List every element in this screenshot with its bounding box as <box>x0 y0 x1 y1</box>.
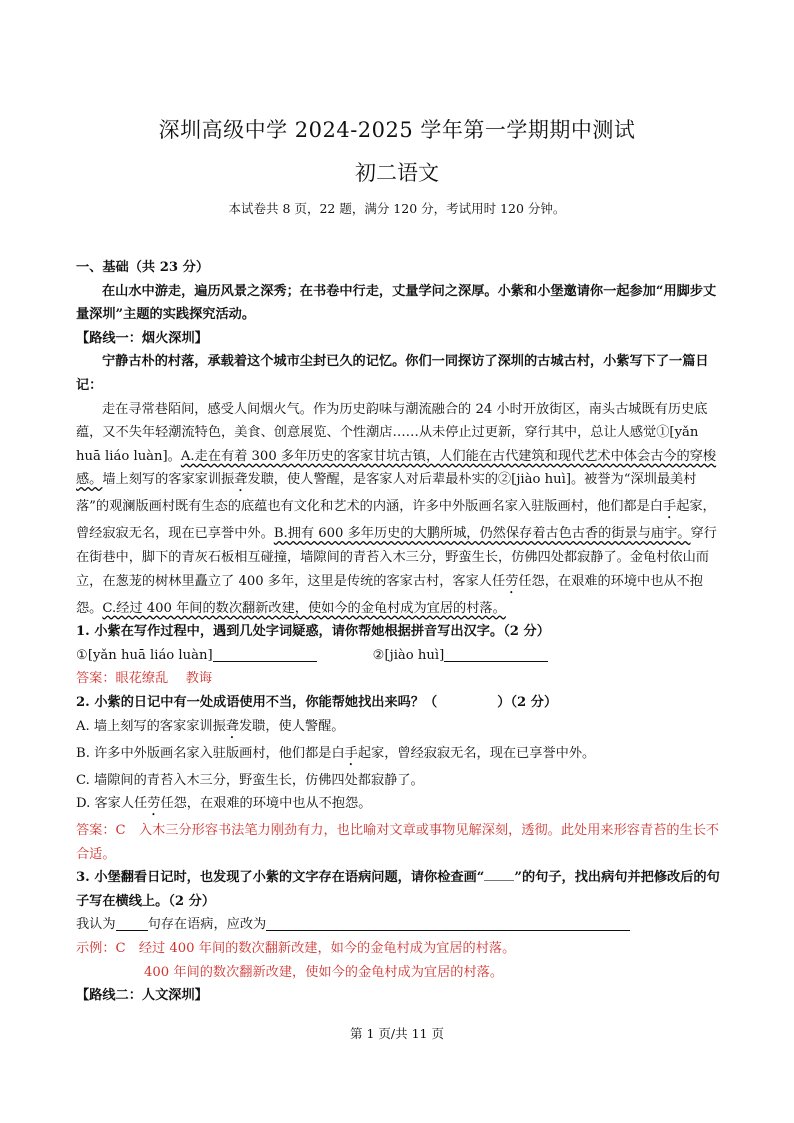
option-b-text-2: 起家，曾经寂寂无名，现在已享誉中外。 <box>357 745 596 761</box>
option-a <box>76 715 722 742</box>
wavy-line-marker <box>484 868 514 881</box>
route-one-intro: 宁静古朴的村落，承载着这个城市尘封已久的记忆。你们一同探访了深圳的古城古村，小紫写下了一篇日记： <box>76 354 709 393</box>
answer-blank-corrected-sentence[interactable] <box>266 914 630 931</box>
option-a-dotted-char: 聋 <box>225 718 239 734</box>
diary-dotted-char-shou: 手 <box>663 499 677 515</box>
option-c: C. 墙隙间的青苔入木三分，野蛮生长，仿佛四处都寂静了。 <box>76 772 424 788</box>
question-3 <box>76 866 722 913</box>
diary-text-1: 走在寻常巷陌间，感受人间烟火气。作为历史韵味与潮流融合的 24 小时开放街区，南头古城既有历史底蕴，又不失年轻潮流特色，美食、创意展览、个性潮店……从未停止过更新，穿行其中，总让人感觉①[yǎn huā liáo luàn]。 <box>76 401 708 464</box>
diary-sentence-c: C.经过 400 年间的数次翻新改建，使如今的金龟村成为宜居的村落。 <box>102 600 506 616</box>
section-heading: 一、基础（共 23 分） <box>76 260 210 275</box>
option-b-text-1: B. 许多中外版画名家入驻版画村，他们都是白 <box>76 745 345 761</box>
route-two-heading: 【路线二：人文深圳】 <box>76 988 208 1004</box>
question-3-example-2: 400 年间的数次翻新改建，使如今的金龟村成为宜居的村落。 <box>144 964 504 980</box>
question-1-answer: 答案：眼花缭乱 教诲 <box>76 671 213 687</box>
diary-dotted-char-lao: 劳 <box>505 573 519 589</box>
answer-blank-1[interactable] <box>213 645 317 662</box>
question-2 <box>76 691 722 715</box>
diary-dotted-char-long: 聋 <box>234 472 248 488</box>
answer-blank-sentence-letter[interactable] <box>116 914 148 931</box>
diary-sentence-a: A.走在有着 300 多年历史的客家甘坑古镇，人们能在古代建筑和现代艺术中体会古今的穿梭感。 <box>76 448 717 488</box>
diary-text-2c: 发聩，使人警醒，是客家人对后辈最朴实的②[jiào huì]。被誉为“深圳最美村落”的观澜版画村既有生态的底蕴也有文化和艺术的内涵，许多中外版画名家入驻版画村，他们都是白 <box>76 472 697 515</box>
diary-text-2a: 墙上刻写的客家家训振 <box>102 472 235 488</box>
question-2-text: 2. 小紫的日记中有一处成语使用不当，你能帮她找出来吗？（ <box>76 694 438 710</box>
question-1-item-1: ①[yǎn huā liáo luàn] <box>76 647 213 663</box>
diary-text-3c: 任怨，在艰难的环境中也从不抱怨。 <box>76 573 703 616</box>
option-d-text-1: D. 客家人任 <box>76 796 148 812</box>
section-intro: 在山水中游走，遍历风景之深秀；在书卷中行走，丈量学问之深厚。小紫和小堡邀请你一起参加“用脚步丈量深圳”主题的实践探究活动。 <box>76 283 717 323</box>
question-2-answer: 答案：C 入木三分形容书法笔力刚劲有力，也比喻对文章或事物见解深刻，透彻。此处用来形容青苔的生长不合适。 <box>76 823 720 862</box>
question-1-items <box>76 644 722 668</box>
exam-subject: 初二语文 <box>355 161 439 185</box>
option-a-text-2: 发聩，使人警醒。 <box>238 718 345 734</box>
diary-paragraph <box>76 398 722 621</box>
diary-text-3a: 穿行在街巷中，脚下的青灰石板相互碰撞，墙隙间的青苔入木三分，野蛮生长，仿佛四处都寂静了。金龟村依山而立，在葱茏的树林里矗立了 400 多年，这里是传统的客家古村，客家人任 <box>76 526 717 589</box>
page-number: 第 1 页/共 11 页 <box>350 1026 444 1041</box>
question-3-line <box>76 913 722 937</box>
diary-sentence-b: B.拥有 600 多年历史的大鹏所城，仍然保存着古色古香的街景与庙宇。 <box>273 526 691 542</box>
answer-blank-2[interactable] <box>444 645 548 662</box>
exam-content <box>76 256 722 1008</box>
exam-info: 本试卷共 8 页，22 题，满分 120 分，考试用时 120 分钟。 <box>228 201 566 216</box>
question-3-example-1: 示例：C 经过 400 年间的数次翻新改建，如今的金龟村成为宜居的村落。 <box>76 941 516 957</box>
option-a-text-1: A. 墙上刻写的客家家训振 <box>76 718 226 734</box>
question-1: 1. 小紫在写作过程中，遇到几处字词疑惑，请你帮她根据拼音写出汉字。（2 分） <box>76 624 550 640</box>
option-d-text-2: 任怨，在艰难的环境中也从不抱怨。 <box>160 796 372 812</box>
option-d-dotted-char: 劳 <box>147 796 161 812</box>
question-1-item-2: ②[jiào huì] <box>372 647 445 663</box>
question-3-text-2: ”的句子，找出病句并把修改后的句子写在横线上。（2 分） <box>76 870 720 909</box>
question-3-line-prefix: 我认为 <box>76 917 116 933</box>
route-one-heading: 【路线一：烟火深圳】 <box>76 330 208 346</box>
option-d <box>76 792 722 819</box>
option-b <box>76 742 722 769</box>
diary-text-2e: 起家，曾经寂寂无名，现在已享誉中外。 <box>76 499 716 542</box>
question-3-text-1: 3. 小堡翻看日记时，也发现了小紫的文字存在语病问题，请你检查画“ <box>76 870 485 886</box>
exam-title: 深圳高级中学 2024-2025 学年第一学期期中测试 <box>158 118 636 142</box>
question-2-text-end: ）（2 分） <box>497 694 558 710</box>
option-b-dotted-char: 手 <box>344 745 358 761</box>
question-3-line-mid: 句存在语病，应改为 <box>147 917 267 933</box>
